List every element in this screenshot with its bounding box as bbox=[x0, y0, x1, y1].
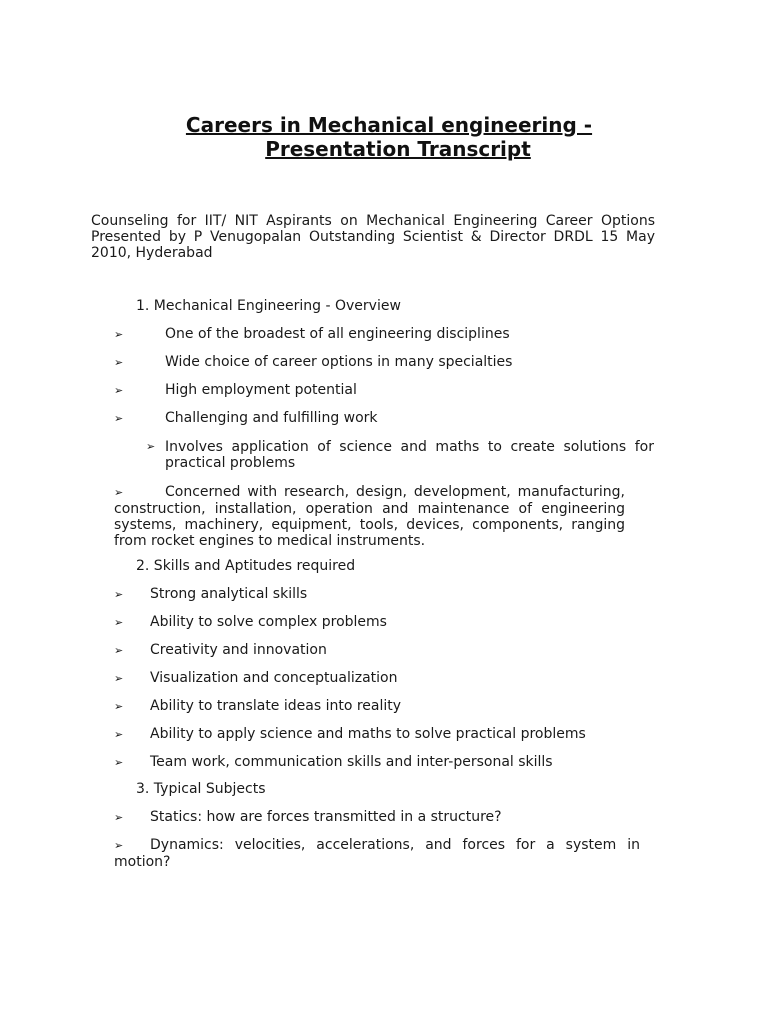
arrow-bullet-icon: ➢ bbox=[146, 440, 156, 453]
arrow-bullet-icon: ➢ bbox=[114, 756, 124, 769]
section-1-item bbox=[114, 326, 510, 343]
section-2-item-text: Creativity and innovation bbox=[150, 642, 327, 658]
arrow-bullet-icon: ➢ bbox=[114, 616, 124, 629]
section-2-item bbox=[114, 754, 553, 771]
section-2-item-text: Ability to apply science and maths to solve practical problems bbox=[150, 726, 586, 742]
section-2-item-text: Strong analytical skills bbox=[150, 586, 308, 602]
section-1-item-text: Challenging and fulfilling work bbox=[165, 410, 378, 426]
section-2-item-text: Team work, communication skills and inter-personal skills bbox=[150, 754, 553, 770]
section-3-item-paragraph bbox=[114, 837, 640, 870]
section-1-item bbox=[114, 382, 357, 399]
arrow-bullet-icon: ➢ bbox=[114, 412, 124, 425]
arrow-bullet-icon: ➢ bbox=[114, 356, 124, 369]
section-1-item-text: Concerned with research, design, development, manufacturing, construction, installation, operation and maintenance of engineering systems, machinery, equipment, tools, devices, components, ranging from rocket engines to medical instruments. bbox=[114, 484, 625, 549]
section-3-item-text: Dynamics: velocities, accelerations, and forces for a system in motion? bbox=[114, 837, 640, 870]
section-1-item bbox=[114, 354, 512, 371]
title-line-2: Presentation Transcript bbox=[265, 137, 531, 161]
arrow-bullet-icon: ➢ bbox=[114, 700, 124, 713]
section-1-item-text: Wide choice of career options in many specialties bbox=[165, 354, 513, 370]
section-1-item-text: Involves application of science and maths to create solutions for practical problems bbox=[165, 439, 654, 471]
arrow-bullet-icon: ➢ bbox=[114, 839, 124, 852]
section-2-item bbox=[114, 726, 586, 743]
section-1-item-paragraph bbox=[114, 484, 625, 549]
section-2-item bbox=[114, 614, 387, 631]
arrow-bullet-icon: ➢ bbox=[114, 588, 124, 601]
arrow-bullet-icon: ➢ bbox=[114, 728, 124, 741]
section-2-item bbox=[114, 698, 401, 715]
arrow-bullet-icon: ➢ bbox=[114, 811, 124, 824]
section-1-heading: 1. Mechanical Engineering - Overview bbox=[136, 298, 401, 314]
section-3-item-text: Statics: how are forces transmitted in a structure? bbox=[150, 809, 502, 825]
document-title bbox=[0, 113, 768, 161]
section-1-item-text: One of the broadest of all engineering disciplines bbox=[165, 326, 510, 342]
intro-paragraph: Counseling for IIT/ NIT Aspirants on Mechanical Engineering Career Options Presented by P Venugopalan Outstanding Scientist & Director DRDL 15 May 2010, Hyderabad bbox=[91, 213, 655, 261]
section-2-item bbox=[114, 670, 397, 687]
section-2-item-text: Ability to solve complex problems bbox=[150, 614, 387, 630]
title-line-1: Careers in Mechanical engineering - bbox=[185, 113, 593, 137]
arrow-bullet-icon: ➢ bbox=[114, 328, 124, 341]
arrow-bullet-icon: ➢ bbox=[114, 486, 124, 499]
section-1-item-hanging bbox=[146, 439, 654, 471]
arrow-bullet-icon: ➢ bbox=[114, 672, 124, 685]
section-2-heading: 2. Skills and Aptitudes required bbox=[136, 558, 356, 574]
arrow-bullet-icon: ➢ bbox=[114, 384, 124, 397]
section-2-item bbox=[114, 642, 327, 659]
section-2-item-text: Visualization and conceptualization bbox=[150, 670, 398, 686]
section-2-item bbox=[114, 586, 307, 603]
section-2-item-text: Ability to translate ideas into reality bbox=[150, 698, 402, 714]
section-1-item-text: High employment potential bbox=[165, 382, 357, 398]
section-1-item bbox=[114, 410, 378, 427]
section-3-heading: 3. Typical Subjects bbox=[136, 781, 266, 797]
arrow-bullet-icon: ➢ bbox=[114, 644, 124, 657]
section-3-item bbox=[114, 809, 502, 826]
